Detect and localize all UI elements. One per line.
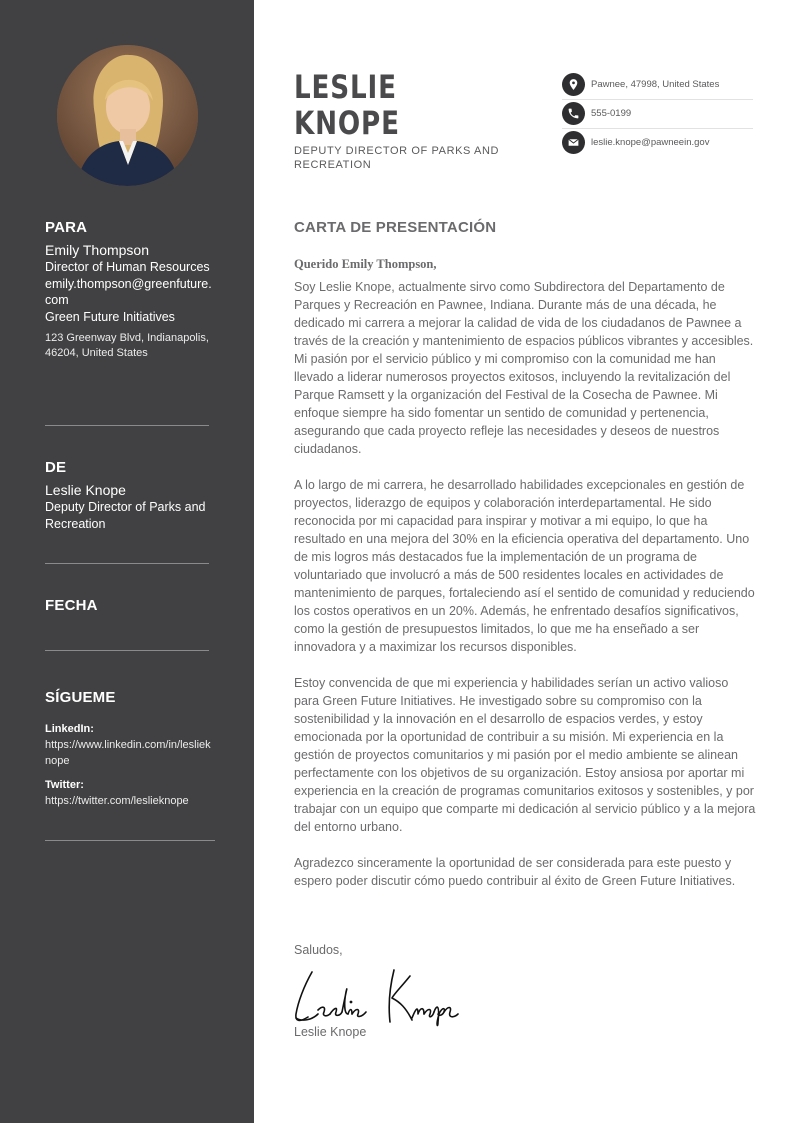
sidebar-divider (45, 563, 209, 564)
sender-role: Deputy Director of Parks and Recreation (45, 500, 206, 531)
recipient-title: PARA (45, 219, 88, 236)
recipient-email: emily.thompson@greenfuture.com (45, 276, 212, 307)
sidebar-divider (45, 840, 215, 841)
twitter-label: Twitter: (45, 779, 84, 791)
signed-name: Leslie Knope (294, 1025, 367, 1039)
recipient-address: 123 Greenway Blvd, Indianapolis, 46204, United States (45, 332, 209, 359)
contact-location (562, 70, 753, 100)
date-title: FECHA (45, 597, 98, 614)
sidebar-divider (45, 650, 209, 651)
sender-section (45, 459, 215, 532)
linkedin-link[interactable]: https://www.linkedin.com/in/leslieknope (45, 739, 211, 767)
recipient-name: Emily Thompson (45, 242, 150, 258)
letter-salutation: Querido Emily Thompson, (294, 257, 437, 271)
recipient-section (45, 219, 215, 361)
letter-paragraph: A lo largo de mi carrera, he desarrollado habilidades excepcionales en gestión de proyectos, liderazgo de equipos y colaboración interdepartamental. He sido reconocida por mi capacidad para inspirar y motivar a mi equipo, lo que ha resultado en una mejora del 30% en la eficiencia operativa del departamento. Uno de mis logros más destacados fue la implementación de un programa de voluntariado que involucró a más de 500 residentes locales en actividades de mantenimiento de parques, fortaleciendo así el sentido de comunidad y reduciendo los costos operativos en un 20%. Además, he enfrentado desafíos significativos, como la gestión de presupuestos limitados, lo que me ha enseñado a ser innovadora y a maximizar los recursos disponibles. (294, 478, 755, 654)
portrait-image (57, 45, 198, 186)
recipient-role: Director of Human Resources (45, 260, 210, 274)
letter-paragraph: Soy Leslie Knope, actualmente sirvo como Subdirectora del Departamento de Parques y Recreación en Pawnee, Indiana. Durante más de una década, he dedicado mi carrera a mejorar la calidad de vida de los ciudadanos de Pawnee a través de la creación y mantenimiento de espacios públicos vibrantes y accesibles. Mi pasión por el servicio público y mi compromiso con la comunidad me han llevado a liderar numerosos proyectos exitosos, incluyendo la revitalización del Parque Ramsett y la organización del Festival de la Cosecha de Pawnee. Mi enfoque siempre ha sido fomentar un sentido de comunidad y pertenencia, asegurando que cada proyecto refleje las necesidades y deseos de nuestros ciudadanos. (294, 280, 754, 456)
phone-icon (562, 102, 585, 125)
contact-phone (562, 99, 753, 129)
linkedin-label: LinkedIn: (45, 723, 94, 735)
location-text: Pawnee, 47998, United States (591, 79, 720, 90)
sender-title: DE (45, 459, 67, 476)
job-title: DEPUTY DIRECTOR OF PARKS AND RECREATION (294, 145, 500, 171)
handwritten-signature (290, 962, 465, 1028)
date-section (45, 597, 215, 620)
twitter-link[interactable]: https://twitter.com/leslieknope (45, 795, 189, 807)
profile-photo (57, 45, 198, 186)
email-text[interactable]: leslie.knope@pawneein.gov (591, 137, 710, 148)
follow-title: SÍGUEME (45, 689, 116, 706)
phone-text: 555-0199 (591, 108, 632, 119)
recipient-company: Green Future Initiatives (45, 309, 175, 324)
sidebar-divider (45, 425, 209, 426)
first-name: LESLIE (294, 68, 397, 106)
letter-paragraph: Estoy convencida de que mi experiencia y habilidades serían un activo valioso para Green Future Initiatives. He investigado sobre su compromiso con la sostenibilidad y la innovación en el desarrollo de espacios verdes, y estoy emocionada por la oportunidad de contribuir a su misión. Mi experiencia en la gestión de proyectos comunitarios y mi pasión por el medio ambiente se alinean perfectamente con los objetivos de su organización. Estoy ansiosa por aportar mi experiencia en la creación de programas comunitarios exitosos y sostenibles, y por trabajar con un equipo que comparte mi dedicación al servicio público y a la mejora del entorno urbano. (294, 676, 756, 834)
sender-name: Leslie Knope (45, 482, 126, 498)
envelope-icon (562, 131, 585, 154)
follow-section (45, 689, 215, 809)
sidebar (0, 0, 254, 1123)
last-name: KNOPE (294, 104, 400, 142)
contact-email (562, 128, 753, 157)
letter-closing: Saludos, (294, 943, 343, 957)
location-pin-icon (562, 73, 585, 96)
letter-heading: CARTA DE PRESENTACIÓN (294, 219, 497, 236)
letter-paragraph: Agradezco sinceramente la oportunidad de ser considerada para este puesto y espero poder discutir cómo puedo contribuir al éxito de Green Future Initiatives. (294, 856, 736, 888)
letter-body (294, 278, 756, 908)
